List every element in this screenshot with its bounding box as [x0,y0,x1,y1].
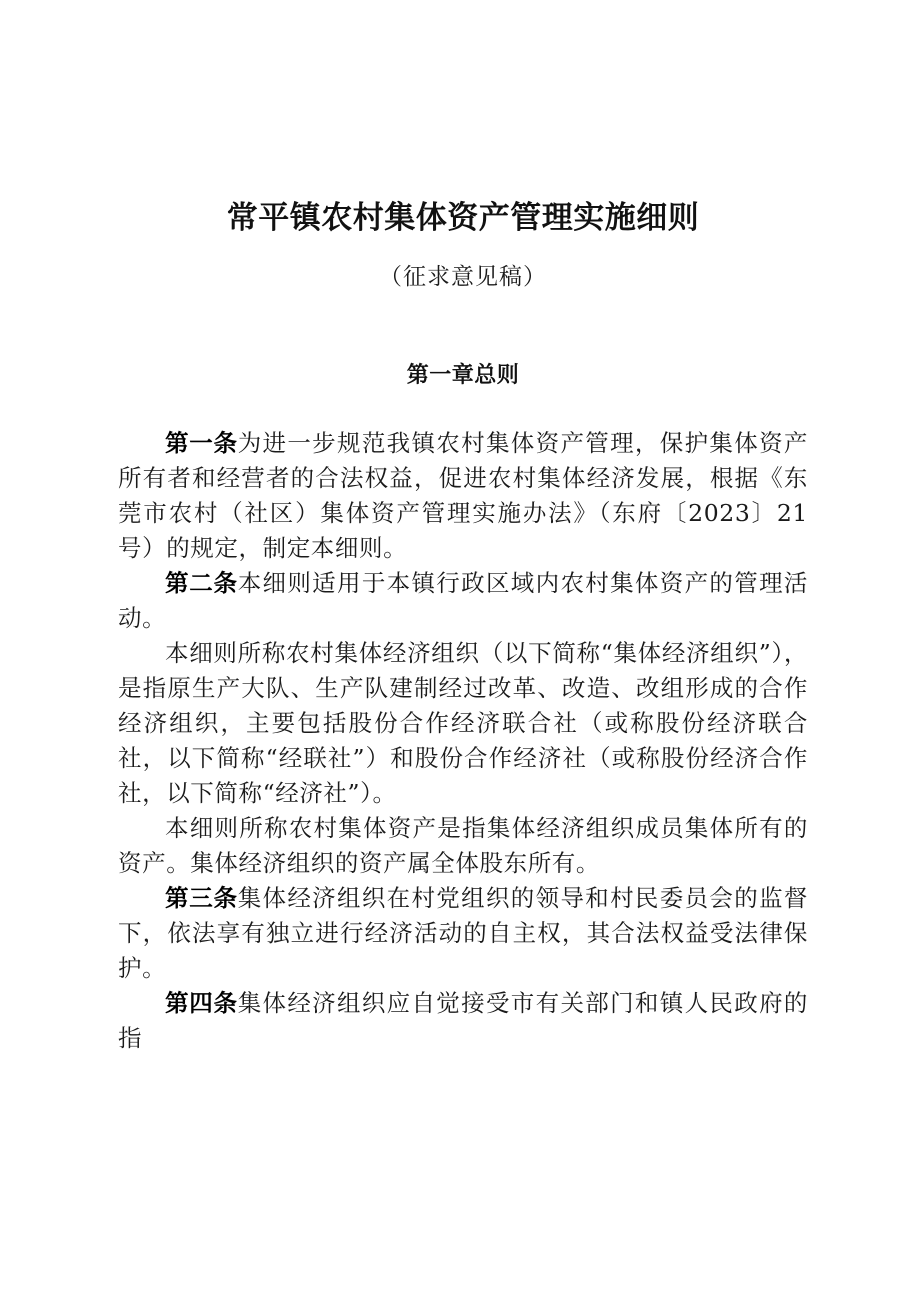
article-text: 本细则适用于本镇行政区域内农村集体资产的管理活动。 [118,569,808,632]
article-text: 本细则所称农村集体经济组织（以下简称“集体经济组织”），是指原生产大队、生产队建制经过改革、改造、改组形成的合作经济组织，主要包括股份合作经济联合社（或称股份经济联合社，以下简称“经联社”）和股份合作经济社（或称股份经济合作社，以下简称“经济社”）。 [118,639,808,807]
chapter-heading: 第一章总则 [406,363,520,388]
article-paragraph [118,986,808,1056]
article-paragraph [118,566,808,636]
article-list [118,392,808,1056]
article-paragraph [118,881,808,986]
article-text: 本细则所称农村集体资产是指集体经济组织成员集体所有的资产。集体经济组织的资产属全体股东所有。 [118,814,808,877]
article-text: 集体经济组织在村党组织的领导和村民委员会的监督下，依法享有独立进行经济活动的自主权，其合法权益受法律保护。 [118,884,808,982]
article-number: 第二条 [165,569,238,597]
document-content-column [118,0,808,1056]
article-number: 第三条 [165,884,238,912]
page-title: 常平镇农村集体资产管理实施细则 [226,200,700,236]
article-text: 为进一步规范我镇农村集体资产管理，保护集体资产所有者和经营者的合法权益，促进农村集体经济发展，根据《东莞市农村（社区）集体资产管理实施办法》（东府〔2023〕21号）的规定，制定本细则。 [118,429,808,562]
article-text: 集体经济组织应自觉接受市有关部门和镇人民政府的指 [118,989,808,1052]
article-paragraph [118,426,808,566]
article-number: 第一条 [165,429,238,457]
article-paragraph [118,811,808,881]
document-subtitle: （征求意见稿） [379,264,547,290]
article-paragraph [118,636,808,811]
article-number: 第四条 [165,989,238,1017]
